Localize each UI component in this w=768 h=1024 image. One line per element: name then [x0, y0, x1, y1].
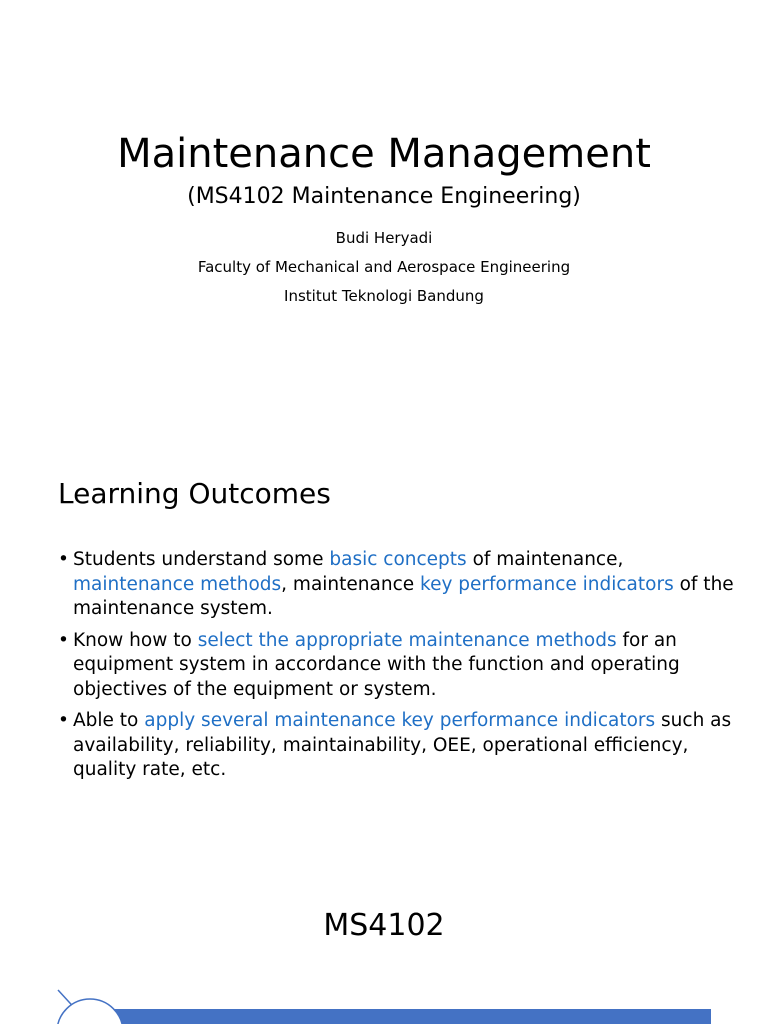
item-text: Students understand some — [73, 549, 330, 570]
presentation-subtitle: (MS4102 Maintenance Engineering) — [187, 184, 581, 209]
highlight-text: maintenance methods — [73, 573, 282, 595]
presentation-title: Maintenance Management — [117, 131, 651, 177]
list-item — [58, 709, 738, 783]
item-text: , maintenance — [281, 573, 421, 595]
highlight-text: select the appropriate maintenance methods — [197, 629, 617, 651]
list-item — [58, 629, 738, 703]
item-text: of the maintenance system. — [73, 573, 734, 619]
bullet-icon: • — [58, 629, 69, 651]
item-text: of maintenance, — [466, 549, 624, 570]
faculty-name: Faculty of Mechanical and Aerospace Engineering — [197, 258, 571, 276]
highlight-text: key performance indicators — [420, 573, 674, 595]
list-item — [58, 548, 738, 622]
bullet-icon: • — [58, 549, 69, 570]
item-text: for an equipment system in accordance with the function and operating objectives of the equipment or system. — [73, 629, 680, 700]
course-code-title: MS4102 — [323, 908, 445, 943]
learning-outcomes-list — [58, 548, 738, 790]
learning-outcomes-heading: Learning Outcomes — [58, 477, 331, 510]
item-text: such as availability, reliability, maintainability, OEE, operational efficiency, quality rate, etc. — [73, 710, 732, 780]
slide-decoration — [0, 980, 768, 1024]
highlight-text: basic concepts — [329, 549, 467, 570]
item-text: Know how to — [73, 629, 198, 651]
item-text: Able to — [73, 710, 145, 731]
decorative-circle — [57, 999, 123, 1024]
highlight-text: apply several maintenance key performance indicators — [144, 710, 656, 731]
bullet-icon: • — [58, 710, 69, 731]
institution-name: Institut Teknologi Bandung — [284, 287, 484, 305]
author-name: Budi Heryadi — [335, 229, 433, 247]
blue-banner — [92, 1009, 711, 1024]
